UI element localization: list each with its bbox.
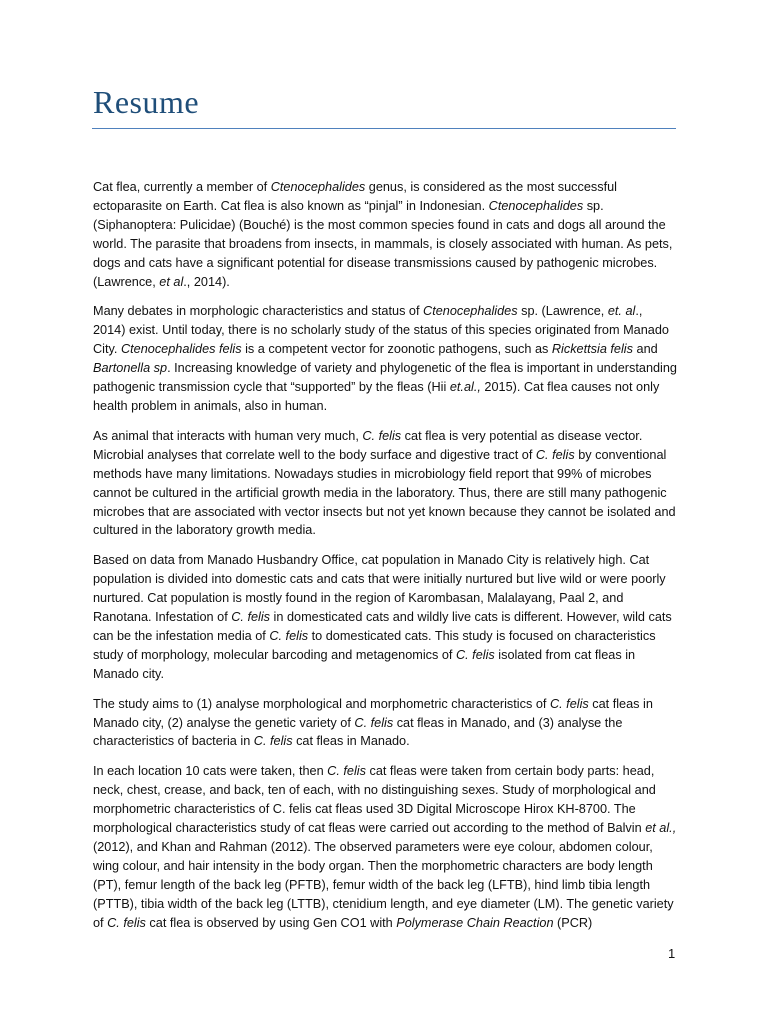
paragraph-text: cat fleas were taken from certain body parts: head, neck, chest, crease, and back, ten of each, with no distinguishing sexes. Study of morphological and morphometric characteristics of C. felis cat fleas used 3D Digital Microscope Hirox KH-8700. The morphological characteristics study of cat fleas were carried out according to the method of Balvin <box>93 764 656 836</box>
paragraph-text: Cat flea, currently a member of <box>93 180 271 194</box>
body-paragraph <box>93 302 678 415</box>
paragraph-text: Many debates in morphologic characteristics and status of <box>93 304 424 319</box>
italic-text: C. felis <box>455 647 495 662</box>
italic-text: C. felis <box>107 915 146 930</box>
body-paragraph <box>93 762 678 932</box>
italic-text: Bartonella sp <box>93 361 168 376</box>
paragraph-text: by conventional methods have many limitations. Nowadays studies in microbiology field report that 99% of microbes cannot be cultured in the artificial growth media in the laboratory. Thus, there are still many pathogenic microbes that are associated with vector insects but not yet known because they cannot be isolated and cultured in the laboratory growth media. <box>93 447 676 538</box>
italic-text: et al <box>159 274 184 289</box>
italic-text: Ctenocephalides <box>423 304 518 319</box>
paragraph-text: As animal that interacts with human very much, <box>93 428 363 443</box>
italic-text: C. felis <box>549 696 589 711</box>
body-paragraph <box>93 695 678 752</box>
italic-text: C. felis <box>362 428 402 443</box>
page-number: 1 <box>668 946 676 961</box>
paragraph-text: isolated from cat fleas in Manado city. <box>93 647 636 681</box>
paragraph-text: . Increasing knowledge of variety and phylogenetic of the flea is important in understanding pathogenic transmission cycle that “supported” by the fleas (Hii <box>93 361 677 395</box>
italic-text: Rickettsia felis <box>551 342 633 357</box>
paragraph-text: in domesticated cats and wildly live cats is different. However, wild cats can be the infestation media of <box>93 610 672 643</box>
paragraph-text: sp. (Siphanoptera: Pulicidae) (Bouché) is the most common species found in cats and dogs all around the world. The parasite that broadens from insects, in mammals, is closely associated with human. As pets, dogs and cats have a significant potential for disease transmissions caused by pathogenic microbes. (Lawrence, <box>93 198 673 289</box>
body-paragraph <box>93 551 678 683</box>
paragraph-text: ., 2014). <box>183 274 230 289</box>
paragraph-text: ., 2014) exist. Until today, there is no scholarly study of the status of this species originated from Manado City. <box>93 304 669 357</box>
paragraph-text: (2012), and Khan and Rahman (2012). The observed parameters were eye colour, abdomen colour, wing colour, and hair intensity in the body organ. Then the morphometric characters are body length (PT), femur length of the back leg (PFTB), femur width of the back leg (LFTB), hind limb tibia length (PTTB), tibia width of the back leg (LTTB), ctenidium length, and eye diameter (LM). The genetic variety of <box>93 840 674 930</box>
italic-text: C. felis <box>253 734 293 749</box>
italic-text: C. felis <box>354 715 394 730</box>
italic-text: Polymerase Chain Reaction <box>396 915 554 930</box>
italic-text: Ctenocephalides <box>270 180 366 194</box>
paragraph-text: Based on data from Manado Husbandry Office, cat population in Manado City is relatively high. Cat population is divided into domestic cats and cats that were initially nurtured but live wild or were poorly nurtured. Cat population is mostly found in the region of Karombasan, Malalayang, Paal 2, and Ranotana. Infestation of <box>93 553 666 625</box>
title-divider <box>92 128 676 129</box>
body-paragraph <box>93 427 678 540</box>
italic-text: C. felis <box>269 628 309 643</box>
paragraph-text: is a competent vector for zoonotic pathogens, such as <box>241 342 552 357</box>
paragraph-text: The study aims to (1) analyse morphological and morphometric characteristics of <box>93 696 550 711</box>
body-paragraph <box>93 178 678 291</box>
document-title: Resume <box>93 84 200 120</box>
italic-text: C. felis <box>327 764 366 779</box>
paragraph-text: In each location 10 cats were taken, then <box>93 764 328 779</box>
paragraph-text: and <box>632 342 658 357</box>
italic-text: et. al <box>607 304 636 319</box>
italic-text: C. felis <box>231 610 271 625</box>
italic-text: Ctenocephalides felis <box>120 342 242 357</box>
paragraph-text: cat flea is very potential as disease vector. Microbial analyses that correlate well to the body surface and digestive tract of <box>93 428 643 462</box>
paragraph-text: to domesticated cats. This study is focused on characteristics study of morphology, molecular barcoding and metagenomics of <box>93 628 656 662</box>
paragraph-text: cat fleas in Manado. <box>292 734 410 749</box>
italic-text: Ctenocephalides <box>488 198 584 213</box>
italic-text: et.al., <box>449 380 481 395</box>
paragraph-text: cat fleas in Manado city, (2) analyse the genetic variety of <box>93 696 653 730</box>
document-body <box>93 178 678 944</box>
paragraph-text: sp. (Lawrence, <box>517 304 608 319</box>
italic-text: et al., <box>645 821 677 836</box>
paragraph-text: cat flea is observed by using Gen CO1 with <box>145 915 397 930</box>
paragraph-text: cat fleas in Manado, and (3) analyse the characteristics of bacteria in <box>93 715 623 749</box>
paragraph-text: genus, is considered as the most successful ectoparasite on Earth. Cat flea is also known as “pinjal” in Indonesian. <box>93 180 617 213</box>
paragraph-text: (PCR) <box>553 915 593 930</box>
paragraph-text: 2015). Cat flea causes not only health problem in animals, also in human. <box>93 380 660 413</box>
italic-text: C. felis <box>535 447 575 462</box>
